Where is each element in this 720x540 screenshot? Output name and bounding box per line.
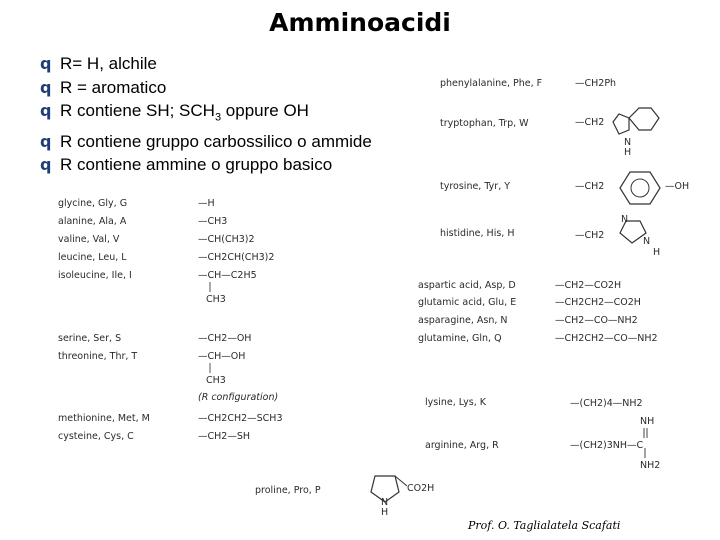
amino-formula-tyrosine: —CH2 <box>575 181 605 192</box>
arginine-nh-top: NH <box>640 416 655 427</box>
amino-formula-asparagine: —CH2—CO—NH2 <box>555 315 638 326</box>
amino-formula-aspartic-acid: —CH2—CO2H <box>555 280 622 291</box>
amino-formula-glutamine: —CH2CH2—CO—NH2 <box>555 333 658 344</box>
amino-name-histidine: histidine, His, H <box>440 228 515 239</box>
arginine-nh2-bottom: NH2 <box>640 460 661 471</box>
r-configuration-note: (R configuration) <box>198 392 279 403</box>
amino-name-arginine: arginine, Arg, R <box>425 440 499 451</box>
bullet-marker-icon: q <box>40 101 52 120</box>
amino-formula-histidine: —CH2 <box>575 230 605 241</box>
bond-line <box>209 282 211 294</box>
bullet-marker-icon: q <box>40 131 52 151</box>
histidine-n: N <box>621 214 629 225</box>
amino-formula-tryptophan: —CH2 <box>575 117 605 128</box>
page-title: Amminoacidi <box>269 8 451 37</box>
amino-formula-lysine: —(CH2)4—NH2 <box>570 398 643 409</box>
histidine-h: H <box>653 247 661 258</box>
bullet-item: q R= H, alchile <box>40 52 372 76</box>
amino-formula-phenylalanine: —CH2Ph <box>575 78 617 89</box>
amino-name-tryptophan: tryptophan, Trp, W <box>440 118 529 129</box>
indole-ring-icon <box>605 100 665 150</box>
bullet-item: q R contiene ammine o gruppo basico <box>40 153 372 177</box>
bullet-marker-icon: q <box>40 54 52 73</box>
tryptophan-h: H <box>624 147 632 158</box>
amino-name-glutamine: glutamine, Gln, Q <box>418 333 502 344</box>
amino-formula-arginine: —(CH2)3NH—C <box>570 440 644 451</box>
amino-name-phenylalanine: phenylalanine, Phe, F <box>440 78 543 89</box>
proline-co2h: CO2H <box>407 483 435 494</box>
amino-name-proline: proline, Pro, P <box>255 485 321 496</box>
amino-name-lysine: lysine, Lys, K <box>425 397 487 408</box>
bullet-marker-icon: q <box>40 77 52 97</box>
bond-line <box>209 363 211 375</box>
threonine-branch: CH3 <box>206 375 226 386</box>
phenol-ring-icon <box>620 168 662 208</box>
amino-name-tyrosine: tyrosine, Tyr, Y <box>440 181 511 192</box>
amino-name-asparagine: asparagine, Asn, N <box>418 315 508 326</box>
bullet-marker-icon: q <box>40 155 52 175</box>
bullet-item: q R contiene gruppo carbossilico o ammide <box>40 130 372 154</box>
histidine-nh: N <box>643 236 651 247</box>
bullet-item: q R = aromatico <box>40 76 372 100</box>
amino-name-glutamic-acid: glutamic acid, Glu, E <box>418 297 517 308</box>
amino-name-aspartic-acid: aspartic acid, Asp, D <box>418 280 516 291</box>
bullet-list <box>40 52 372 177</box>
proline-n: N <box>381 497 389 508</box>
isoleucine-branch: CH3 <box>206 294 226 305</box>
tryptophan-n: N <box>624 137 632 148</box>
author-credit: Prof. O. Taglialatela Scafati <box>468 519 621 532</box>
guanidine-bonds-icon <box>641 428 653 458</box>
proline-h: H <box>381 507 389 518</box>
bullet-item: q R contiene SH; $SCH_3$ oppure OH <box>40 101 309 124</box>
amino-formula-glutamic-acid: —CH2CH2—CO2H <box>555 297 641 308</box>
tyrosine-oh: —OH <box>665 181 690 192</box>
